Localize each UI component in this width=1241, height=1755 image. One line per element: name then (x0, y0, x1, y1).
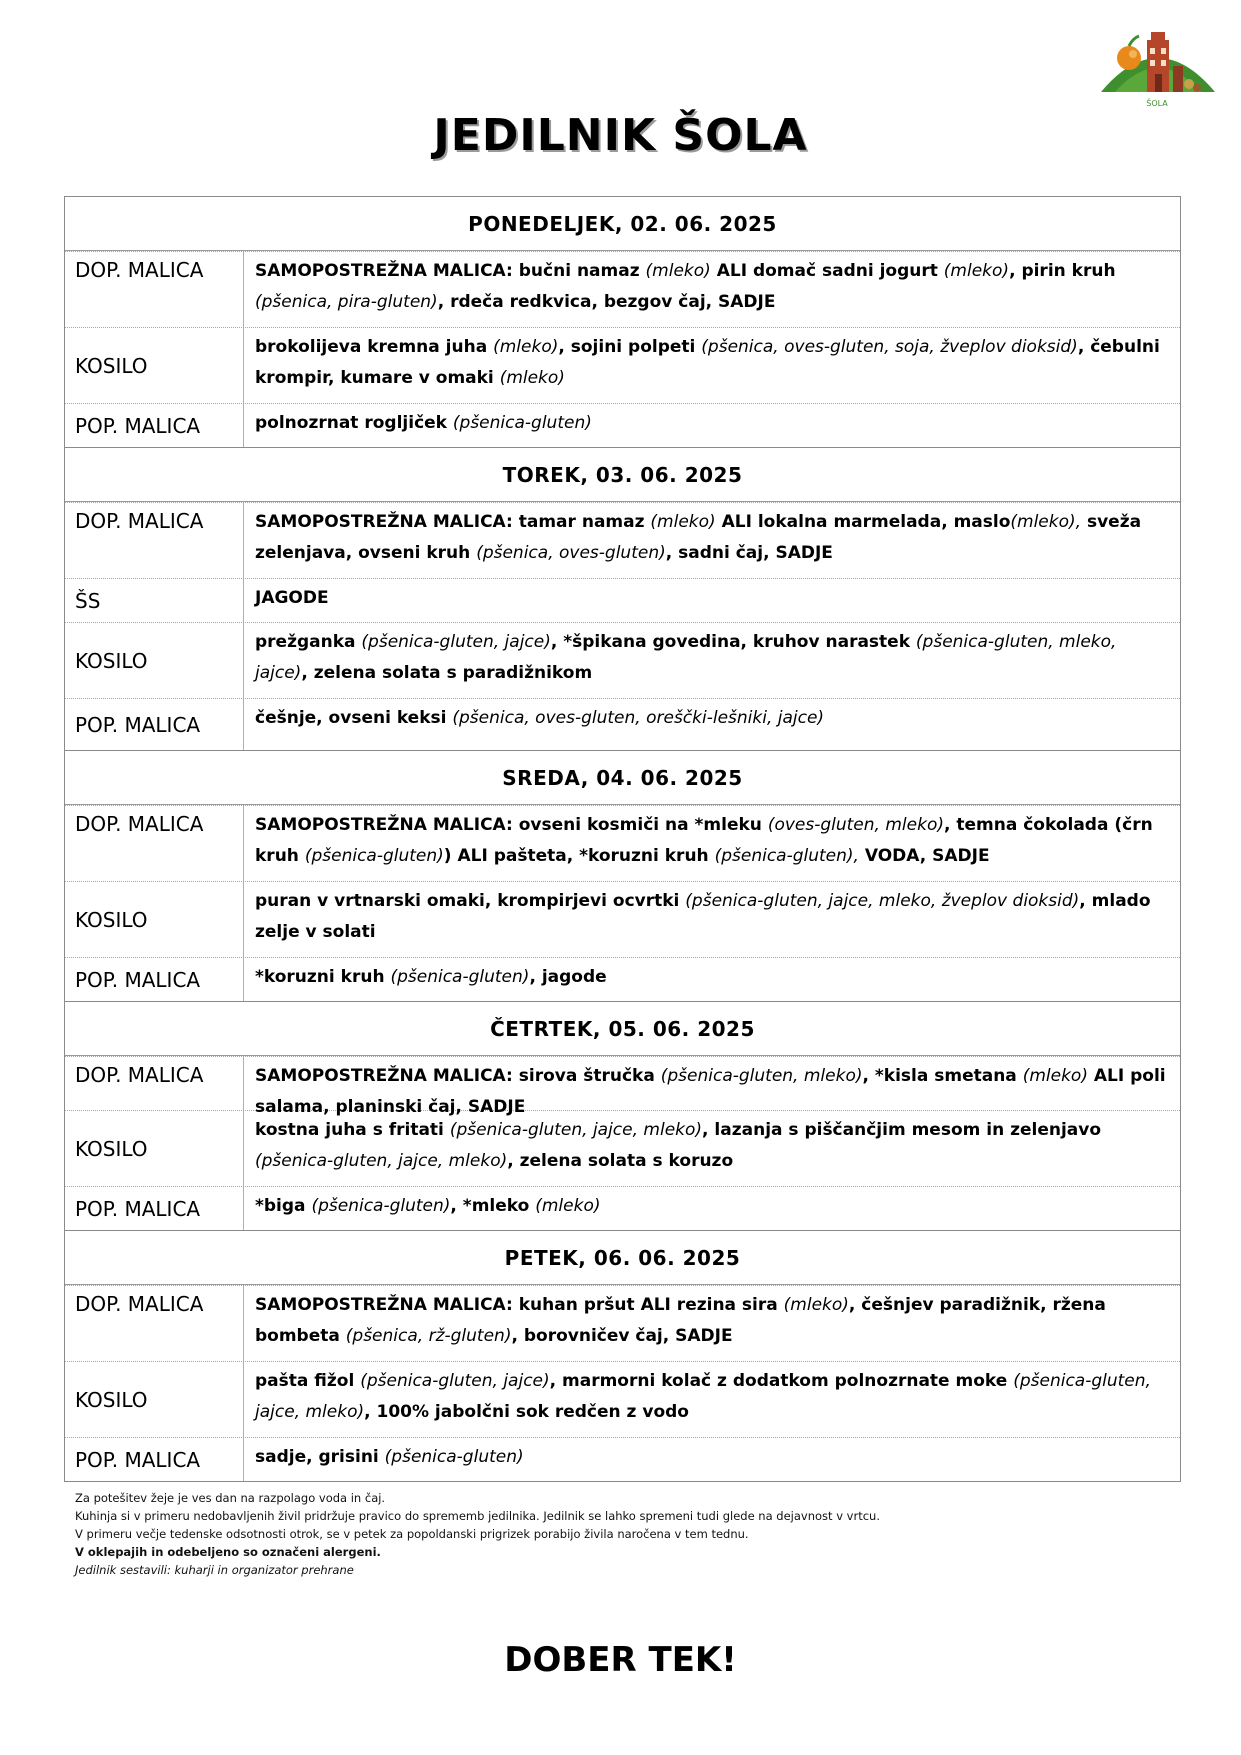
meal-label: POP. MALICA (65, 958, 244, 1001)
meal-content (244, 1057, 1180, 1117)
food-text: SAMOPOSTREŽNA MALICA: kuhan pršut ALI rezina sira (255, 1295, 784, 1315)
allergen-text: (pšenica-gluten) (390, 967, 530, 987)
allergen-text: (pšenica-gluten, jajce, mleko) (255, 1371, 1151, 1422)
allergen-text: (pšenica-gluten) (384, 1447, 524, 1467)
meal-row (65, 327, 1180, 403)
food-text: SAMOPOSTREŽNA MALICA: tamar namaz (255, 512, 651, 532)
food-text: SAMOPOSTREŽNA MALICA: bučni namaz (255, 261, 646, 281)
food-text: , lazanja s piščančjim mesom in zelenjavo (702, 1120, 1102, 1140)
food-text: , *mleko (450, 1196, 536, 1216)
meal-content (244, 623, 1180, 698)
meal-label: DOP. MALICA (65, 252, 244, 327)
meal-content (244, 699, 1180, 750)
meal-row (65, 957, 1180, 1001)
allergen-text: (pšenica-gluten, jajce, mleko) (255, 1151, 508, 1171)
food-text: , zelena solata s koruzo (507, 1151, 734, 1171)
allergen-text: (pšenica-gluten, jajce) (361, 632, 551, 652)
day-header: TOREK, 03. 06. 2025 (65, 448, 1180, 502)
meal-content (244, 806, 1180, 881)
meal-label: KOSILO (65, 1362, 244, 1437)
allergen-note: V oklepajih in odebeljeno so označeni alergeni. (75, 1545, 381, 1559)
allergen-text: (pšenica-gluten, jajce) (360, 1371, 550, 1391)
allergen-text: (mleko) (645, 261, 711, 281)
allergen-text: (mleko) (535, 1196, 601, 1216)
food-text: , sojini polpeti (558, 337, 702, 357)
meal-content (244, 579, 1180, 622)
meal-row (65, 1285, 1180, 1361)
author-note: Jedilnik sestavili: kuharji in organizator prehrane (75, 1563, 354, 1577)
footnotes (75, 1489, 880, 1579)
footnote: Kuhinja si v primeru nedobavljenih živil pridržuje pravico do sprememb jedilnika. Jedilnik se lahko spremeni tudi glede na dejavnost v vrtcu. (75, 1509, 880, 1523)
meal-row (65, 622, 1180, 698)
food-text: , rdeča redkvica, bezgov čaj, SADJE (437, 292, 776, 312)
meal-content (244, 1438, 1180, 1481)
food-text: , 100% jabolčni sok redčen z vodo (364, 1402, 689, 1422)
allergen-text: (mleko) (499, 368, 565, 388)
allergen-text: (pšenica-gluten, jajce, mleko) (449, 1120, 703, 1140)
allergen-text: (pšenica-gluten, jajce, mleko, žveplov dioksid) (685, 891, 1080, 911)
allergen-text: (pšenica, oves-gluten, oreščki-lešniki, jajce) (452, 708, 825, 728)
allergen-text: (mleko) (493, 337, 559, 357)
food-text: brokolijeva kremna juha (255, 337, 494, 357)
meal-row (65, 578, 1180, 622)
allergen-text: (mleko) (650, 512, 716, 532)
menu-table (64, 196, 1181, 1482)
allergen-text: (oves-gluten, mleko) (767, 815, 944, 835)
meal-content (244, 1362, 1180, 1437)
food-text: SAMOPOSTREŽNA MALICA: ovseni kosmiči na *mleku (255, 815, 768, 835)
allergen-text: (mleko), (1010, 512, 1082, 532)
meal-row (65, 502, 1180, 578)
day-header: PETEK, 06. 06. 2025 (65, 1231, 1180, 1285)
allergen-text: (pšenica-gluten) (452, 413, 592, 433)
allergen-text: (pšenica-gluten, mleko) (660, 1066, 863, 1086)
meal-content (244, 503, 1180, 578)
meal-row (65, 881, 1180, 957)
meal-label: KOSILO (65, 1111, 244, 1186)
food-text: puran v vrtnarski omaki, krompirjevi ocvrtki (255, 891, 686, 911)
allergen-text: (mleko) (783, 1295, 849, 1315)
meal-content (244, 1187, 1180, 1230)
meal-label: DOP. MALICA (65, 1286, 244, 1361)
food-text: sveža zelenjava, ovseni kruh (255, 512, 1142, 563)
food-text: , pirin kruh (1009, 261, 1116, 281)
day-header: PONEDELJEK, 02. 06. 2025 (65, 197, 1180, 251)
allergen-text: (pšenica-gluten) (304, 846, 444, 866)
meal-row (65, 1186, 1180, 1230)
food-text: , borovničev čaj, SADJE (511, 1326, 733, 1346)
food-text: , čebulni krompir, kumare v omaki (255, 337, 1160, 388)
food-text: , zelena solata s paradižnikom (301, 663, 593, 683)
meal-label: DOP. MALICA (65, 1057, 244, 1110)
svg-text:ŠOLA: ŠOLA (1146, 99, 1168, 108)
food-text: pašta fižol (255, 1371, 361, 1391)
food-text: kostna juha s fritati (255, 1120, 450, 1140)
day-section (65, 1001, 1180, 1230)
allergen-text: (pšenica-gluten) (311, 1196, 451, 1216)
food-text: SAMOPOSTREŽNA MALICA: sirova štručka (255, 1066, 661, 1086)
allergen-text: (pšenica, oves-gluten, soja, žveplov dioksid) (701, 337, 1078, 357)
allergen-text: (mleko) (943, 261, 1010, 281)
meal-content (244, 1111, 1180, 1186)
meal-row (65, 698, 1180, 750)
allergen-text: (pšenica-gluten), (714, 846, 859, 866)
meal-label: DOP. MALICA (65, 806, 244, 881)
food-text: , temna čokolada (črn kruh (255, 815, 1153, 866)
footnote: V primeru večje tedenske odsotnosti otrok, se v petek za popoldanski prigrizek porabijo živila naročena v tem tednu. (75, 1527, 749, 1541)
meal-label: KOSILO (65, 328, 244, 403)
food-text: ALI domač sadni jogurt (710, 261, 944, 281)
food-text: , *špikana govedina, kruhov narastek (550, 632, 916, 652)
day-header: ČETRTEK, 05. 06. 2025 (65, 1002, 1180, 1056)
allergen-text: (pšenica-gluten, mleko, jajce) (255, 632, 1117, 683)
food-text: *koruzni kruh (255, 967, 391, 987)
meal-row (65, 1110, 1180, 1186)
food-text: , marmorni kolač z dodatkom polnozrnate moke (549, 1371, 1014, 1391)
meal-content (244, 958, 1180, 1001)
food-text: prežganka (255, 632, 362, 652)
meal-content (244, 1286, 1180, 1361)
allergen-text: (mleko) (1022, 1066, 1088, 1086)
meal-content (244, 328, 1180, 403)
meal-label: KOSILO (65, 623, 244, 698)
meal-row (65, 805, 1180, 881)
meal-label: DOP. MALICA (65, 503, 244, 578)
day-section (65, 750, 1180, 1001)
food-text: polnozrnat rogljiček (255, 413, 453, 433)
day-header: SREDA, 04. 06. 2025 (65, 751, 1180, 805)
allergen-text: (pšenica, rž-gluten) (345, 1326, 512, 1346)
day-section (65, 447, 1180, 750)
school-logo-icon (1093, 18, 1223, 110)
footnote: Za potešitev žeje je ves dan na razpolago voda in čaj. (75, 1491, 386, 1505)
meal-label: POP. MALICA (65, 1438, 244, 1481)
meal-label: POP. MALICA (65, 404, 244, 447)
food-text: *biga (255, 1196, 312, 1216)
meal-label: POP. MALICA (65, 699, 244, 750)
food-text: češnje, ovseni keksi (255, 708, 453, 728)
food-text: , *kisla smetana (862, 1066, 1023, 1086)
food-text: JAGODE (255, 588, 329, 608)
allergen-text: (pšenica, oves-gluten) (476, 543, 666, 563)
meal-label: POP. MALICA (65, 1187, 244, 1230)
food-text: ALI poli salama, planinski čaj, SADJE (255, 1066, 1166, 1117)
meal-content (244, 252, 1180, 327)
food-text: sadje, grisini (255, 1447, 385, 1467)
meal-row (65, 251, 1180, 327)
meal-row (65, 1056, 1180, 1117)
food-text: ALI lokalna marmelada, maslo (715, 512, 1011, 532)
meal-label: ŠS (65, 579, 244, 622)
meal-label: KOSILO (65, 882, 244, 957)
food-text: VODA, SADJE (858, 846, 990, 866)
food-text: , mlado zelje v solati (255, 891, 1151, 942)
meal-content (244, 404, 1180, 447)
allergen-text: (pšenica, pira-gluten) (255, 292, 438, 312)
closing-text: DOBER TEK! (504, 1640, 737, 1680)
food-text: , češnjev paradižnik, ržena bombeta (255, 1295, 1106, 1346)
food-text: , sadni čaj, SADJE (665, 543, 833, 563)
day-section (65, 1230, 1180, 1481)
school-logo (1093, 18, 1223, 110)
page-title: JEDILNIK ŠOLA (433, 110, 808, 161)
meal-row (65, 403, 1180, 447)
food-text: , jagode (529, 967, 607, 987)
meal-content (244, 882, 1180, 957)
day-section (65, 197, 1180, 447)
food-text: ) ALI pašteta, *koruzni kruh (443, 846, 715, 866)
meal-row (65, 1437, 1180, 1481)
meal-row (65, 1361, 1180, 1437)
